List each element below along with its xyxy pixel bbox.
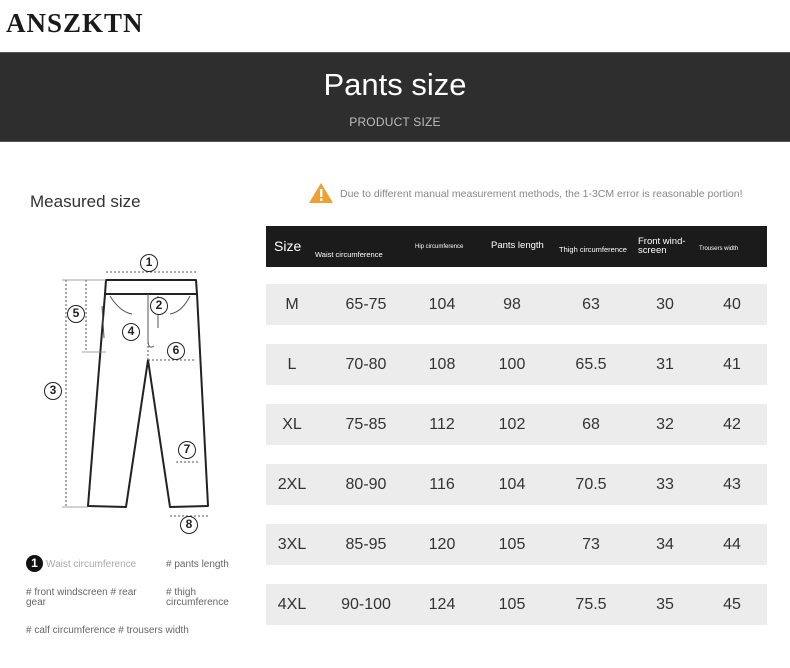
warning-text: Due to different manual measurement methods, the 1-3CM error is reasonable portion! <box>340 188 743 200</box>
cell-size: L <box>287 356 297 373</box>
cell-pants-length: 98 <box>503 296 521 313</box>
cell-hip: 120 <box>428 536 456 553</box>
cell-front-windscreen: 30 <box>656 296 674 313</box>
title-banner <box>0 52 790 142</box>
table-row <box>266 464 767 505</box>
marker-1: 1 <box>140 254 158 272</box>
cell-thigh: 75.5 <box>575 596 607 613</box>
size-table-header <box>266 226 767 267</box>
header-waist: Waist circumference <box>315 250 383 259</box>
cell-waist: 65-75 <box>345 296 387 313</box>
header-size: Size <box>274 238 302 254</box>
legend-waist: Waist circumference <box>46 559 137 570</box>
cell-hip: 116 <box>429 476 455 493</box>
pants-diagram <box>36 250 236 550</box>
marker-5: 5 <box>67 305 85 323</box>
cell-hip: 124 <box>428 596 456 613</box>
header-trousers-width: Trousers width <box>699 246 739 252</box>
header-front-windscreen-1: Front wind- <box>638 236 686 247</box>
cell-hip: 112 <box>429 416 455 433</box>
cell-hip: 104 <box>428 296 456 313</box>
legend-calf-width: # calf circumference # trousers width <box>26 625 189 636</box>
cell-thigh: 70.5 <box>575 476 607 493</box>
cell-waist: 70-80 <box>345 356 387 373</box>
cell-front-windscreen: 31 <box>656 356 674 373</box>
cell-waist: 85-95 <box>345 536 387 553</box>
cell-front-windscreen: 34 <box>656 536 674 553</box>
header-front-windscreen-2: screen <box>638 245 667 256</box>
table-row <box>266 584 767 625</box>
header-hip: Hip circumference <box>415 244 464 250</box>
cell-pants-length: 105 <box>498 536 526 553</box>
warning-icon <box>308 182 334 204</box>
cell-size: M <box>285 296 299 313</box>
marker-7: 7 <box>178 441 196 459</box>
measured-size-label: Measured size <box>30 192 141 211</box>
page-subtitle: PRODUCT SIZE <box>349 115 441 129</box>
cell-thigh: 63 <box>582 296 600 313</box>
cell-trousers-width: 44 <box>723 536 741 553</box>
cell-trousers-width: 40 <box>723 296 741 313</box>
cell-trousers-width: 45 <box>723 596 741 613</box>
legend-pants-length: # pants length <box>166 559 229 570</box>
cell-pants-length: 102 <box>498 416 526 433</box>
table-row <box>266 284 767 325</box>
table-row <box>266 524 767 565</box>
marker-6: 6 <box>167 342 185 360</box>
legend-thigh: # thigh circumference <box>166 587 229 608</box>
page-title: Pants size <box>323 67 467 102</box>
header-thigh: Thigh circumference <box>559 245 627 254</box>
cell-front-windscreen: 32 <box>656 416 674 433</box>
cell-size: 2XL <box>277 476 307 493</box>
cell-thigh: 68 <box>582 416 600 433</box>
cell-size: XL <box>282 416 302 433</box>
cell-waist: 75-85 <box>345 416 387 433</box>
marker-2: 2 <box>150 297 168 315</box>
cell-size: 3XL <box>277 536 307 553</box>
cell-thigh: 65.5 <box>575 356 607 373</box>
cell-hip: 108 <box>428 356 456 373</box>
cell-waist: 90-100 <box>341 596 391 613</box>
cell-size: 4XL <box>277 596 307 613</box>
cell-waist: 80-90 <box>345 476 387 493</box>
warning-note <box>308 182 783 204</box>
legend-front-rear: # front windscreen # rear gear <box>26 587 137 608</box>
cell-pants-length: 105 <box>498 596 526 613</box>
legend-number-badge: 1 <box>26 555 43 572</box>
header-pants-length: Pants length <box>491 240 544 251</box>
marker-4: 4 <box>122 323 140 341</box>
table-row <box>266 344 767 385</box>
cell-front-windscreen: 33 <box>656 476 674 493</box>
table-row <box>266 404 767 445</box>
cell-pants-length: 100 <box>498 356 526 373</box>
cell-trousers-width: 43 <box>723 476 741 493</box>
marker-8: 8 <box>180 516 198 534</box>
marker-3: 3 <box>44 382 62 400</box>
cell-trousers-width: 42 <box>723 416 741 433</box>
cell-pants-length: 104 <box>498 476 526 493</box>
cell-front-windscreen: 35 <box>656 596 674 613</box>
cell-trousers-width: 41 <box>723 356 741 373</box>
pants-outline-icon <box>36 250 236 550</box>
brand-logo: ANSZKTN <box>6 8 144 38</box>
cell-thigh: 73 <box>582 536 600 553</box>
